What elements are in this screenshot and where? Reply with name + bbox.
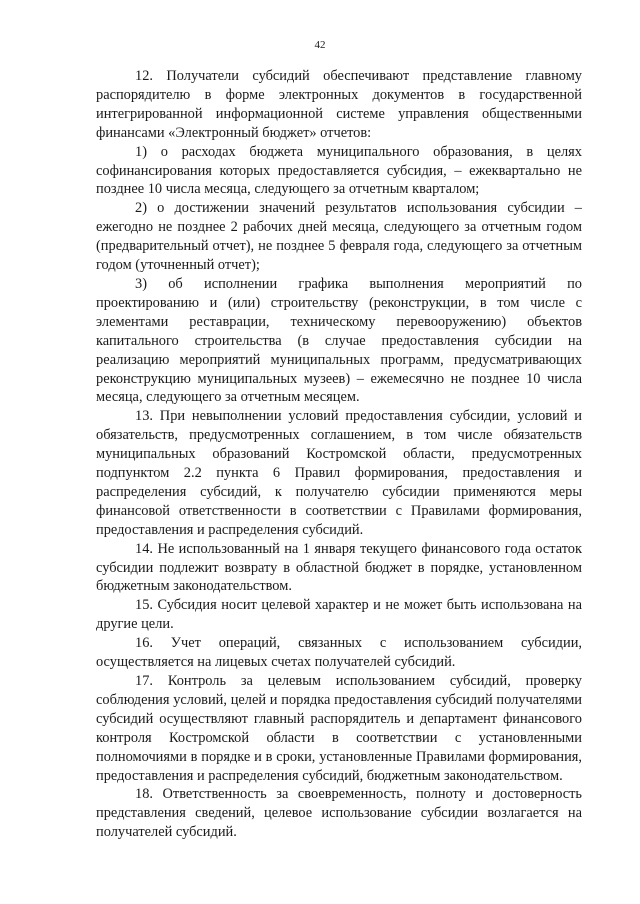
document-body — [96, 67, 582, 842]
paragraph-15: 15. Субсидия носит целевой характер и не может быть использована на другие цели. — [96, 597, 582, 633]
page-number: 42 — [314, 39, 326, 51]
paragraph-13: 13. При невыполнении условий предоставления субсидии, условий и обязательств, предусмотренных соглашением, в том числе обязательств муниципальных образований Костромской области, предусмотренных подпунктом 2.2 пункта 6 Правил формирования, предоставления и распределения субсидий, к получателю субсидии применяются меры финансовой ответственности в соответствии с Правилами формирования, предоставления и распределения субсидий. — [96, 408, 582, 538]
paragraph-17: 17. Контроль за целевым использованием субсидий, проверку соблюдения условий, целей и порядка предоставления субсидий получателями субсидий осуществляют главный распорядитель и департамент финансового контроля Костромской области в соответствии с установленными полномочиями в порядке и в сроки, установленные Правилами формирования, предоставления и распределения субсидий, бюджетным законодательством. — [96, 673, 582, 784]
paragraph-14: 14. Не использованный на 1 января текущего финансового года остаток субсидии подлежит возврату в областной бюджет в порядке, установленном бюджетным законодательством. — [96, 540, 582, 595]
paragraph-16: 16. Учет операций, связанных с использованием субсидии, осуществляется на лицевых счетах получателей субсидий. — [96, 635, 582, 671]
paragraph-18: 18. Ответственность за своевременность, полноту и достоверность представления сведений, целевое использование субсидии возлагается на получателей субсидий. — [96, 786, 582, 841]
paragraph-12-item-2: 2) о достижении значений результатов использования субсидии – ежегодно не позднее 2 рабочих дней месяца, следующего за отчетным годом (предварительный отчет), не позднее 5 февраля года, следующего за отчетным годом (уточненный отчет); — [96, 200, 582, 274]
paragraph-12: 12. Получатели субсидий обеспечивают представление главному распорядителю в форме электронных документов в государственной интегрированной информационной системе управления общественными финансами «Электронный бюджет» отчетов: — [96, 68, 582, 141]
paragraph-12-item-3: 3) об исполнении графика выполнения мероприятий по проектированию и (или) строительству (реконструкции, в том числе с элементами реставрации, техническому перевооружению) объектов капитального строительства (в случае предоставления субсидии на реализацию мероприятий муниципальных программ, предусматривающих реконструкцию муниципальных музеев) – ежемесячно не позднее 10 числа месяца, следующего за отчетным месяцем. — [96, 275, 582, 406]
paragraph-12-item-1: 1) о расходах бюджета муниципального образования, в целях софинансирования которых предоставляется субсидия, – ежеквартально не позднее 10 числа месяца, следующего за отчетным кварталом; — [96, 143, 582, 198]
